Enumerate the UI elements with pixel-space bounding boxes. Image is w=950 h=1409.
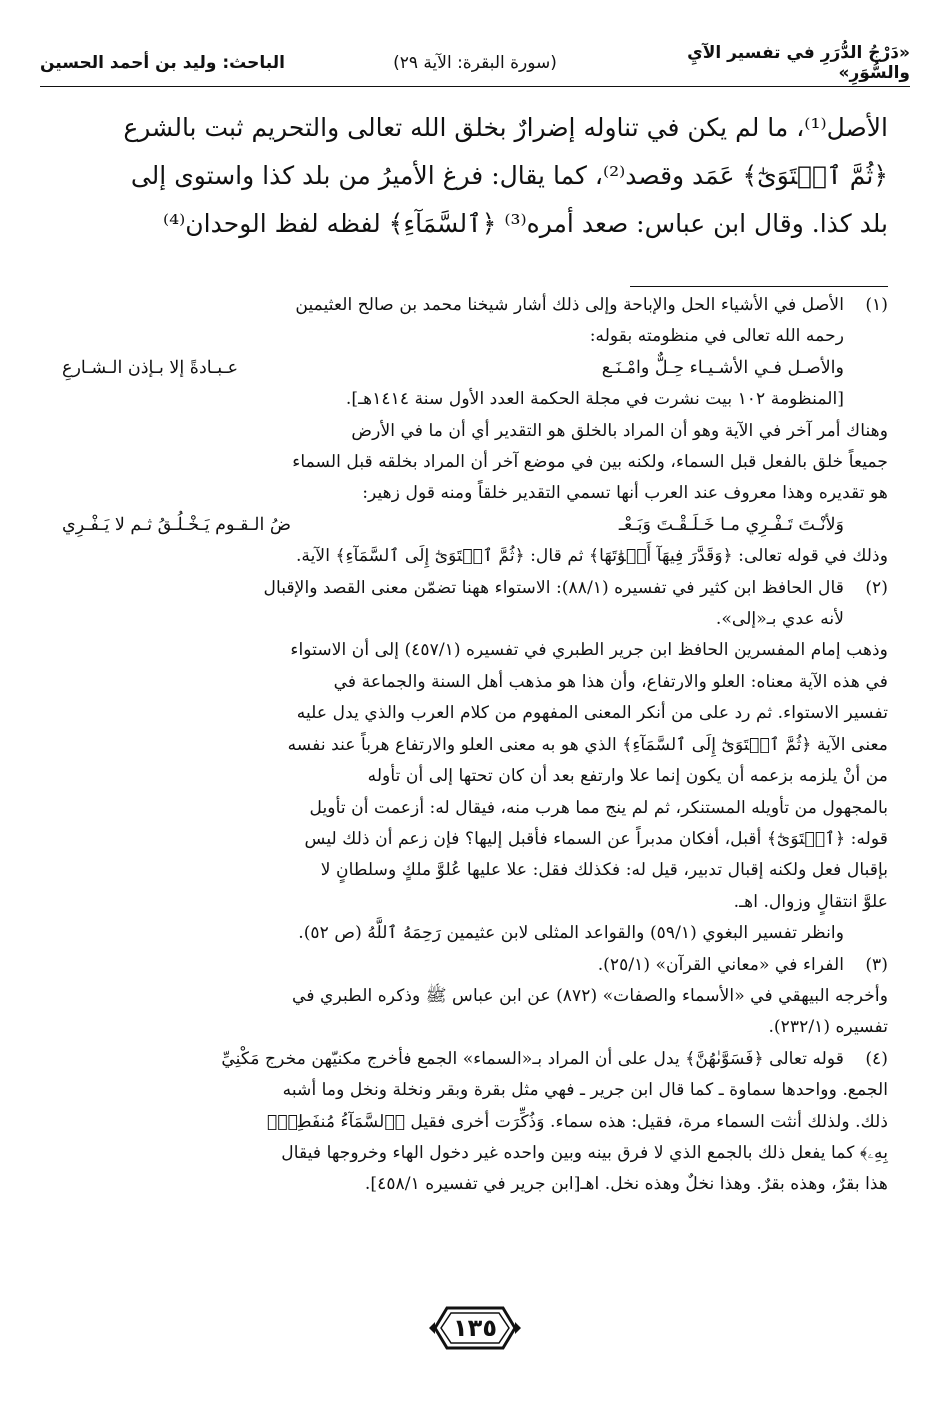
footnote-line: رحمه الله تعالى في منظومته بقوله: [589,326,844,347]
footnote-separator [630,286,888,287]
surah-reference: (سورة البقرة: الآية ٢٩) [393,53,557,73]
footnote-3 [62,950,888,981]
footnote-4 [62,1044,888,1075]
verse-second-hemistich: عـبـادةً إلا بـإذن الـشـارعِ [62,357,239,378]
footnote-line: بالمجهول من تأويله المستنكر، ثم لم ينج مما هرب منه، فيقال له: أزعمت أن تأويل [309,797,888,818]
poetry-verse [62,510,888,541]
footnote-line: تفسير الاستواء. ثم رد على من أنكر المعنى المفهوم من كلام العرب والذي يدل عليه [296,703,888,724]
footnote-line: الجمع. وواحدها سماوة ـ كما قال ابن جرير ـ فهي مثل بقرة وبقر ونخلة ونخل وما أشبه [282,1080,888,1101]
footnotes [62,290,888,1201]
footnote-line: الفراء في «معاني القرآن» (٢٥/١). [597,954,844,975]
verse-first-hemistich: والأصـل فـي الأشـيـاء حِـلٌّ وامْـنَـع [601,357,844,378]
page-number: ١٣٥ [453,1314,497,1342]
footnote-line: وأخرجه البيهقي في «الأسماء والصفات» (٨٧٢) عن ابن عباس ﷺ وذكره الطبري في [292,985,888,1006]
footnote-number: (٢) [865,577,888,598]
footnote-line: هو تقديره وهذا معروف عند العرب أنها تسمي التقدير خلقاً ومنه قول زهير: [362,483,888,504]
main-text [60,104,888,248]
footnote-line: بإقبال فعل ولكنه إقبال تدبير، قيل له: فكذلك فقل: علا عليها عُلوَّ ملكٍ وسلطانٍ لا [320,860,888,881]
footnote-line: قال الحافظ ابن كثير في تفسيره (٨٨/١): الاستواء ههنا تضمّن معنى القصد والإقبال [263,577,844,598]
footnote-1 [62,290,888,416]
footnote-line: معنى الآية ﴿ثُمَّ ٱسۡتَوَىٰٓ إِلَى ٱلسَّمَآءِ﴾ الذي هو به معنى العلو والارتفاع هرباً عند نفسه [287,734,888,755]
book-title: «دَرْجُ الدُّرَرِ في تفسير الآيِ والسُّوَرِ» [687,43,910,83]
footnote-line: تفسيره (٢٣٢/١). [768,1017,888,1038]
footnote-line: الأصل في الأشياء الحل والإباحة وإلى ذلك أشار شيخنا محمد بن صالح العثيمين [295,295,844,315]
footnote-line: وذلك في قوله تعالى: ﴿وَقَدَّرَ فِيهَآ أَقۡوَٰتَهَا﴾ ثم قال: ﴿ثُمَّ ٱسۡتَوَىٰٓ إِلَى ٱلسَّمَآءِ﴾ الآية. [295,546,888,567]
footnote-number: (٤) [865,1048,888,1069]
header-divider [40,86,910,87]
footnote-2 [62,573,888,636]
footnote-number: (٣) [865,954,888,975]
footnote-line: علوَّ انتقالٍ وزوال. اهـ. [733,891,888,912]
running-header [40,44,910,82]
verse-second-hemistich: ضُ الـقـوم يَـخْـلُـقُ ثـم لا يَـفْـرِي [62,514,292,535]
footnote-line: من أنْ يلزمه بزعمه أن يكون إنما علا وارتفع بعد أن كان تحتها إلى أن تأوله [367,766,888,787]
footnote-line: بِهِۦ﴾ كما يفعل ذلك بالجمع الذي لا فرق بينه وبين واحده غير دخول الهاء وخروجها فيقال [281,1142,888,1163]
footnote-number: (١) [865,295,888,315]
footnote-line: قوله: ﴿ٱسۡتَوَىٰٓ﴾ أقبل، أفكان مدبراً عن السماء فأقبل إليها؟ فإن زعم أن ذلك ليس [304,828,888,849]
footnote-line: قوله تعالى ﴿فَسَوَّىٰهُنَّ﴾ يدل على أن المراد بـ«السماء» الجمع فأخرج مكنيّهن مخرج مَكْنِيِّ [221,1048,844,1069]
page-number-ornament [427,1300,523,1356]
footnote-line: في هذه الآية معناه: العلو والارتفاع، وأن هذا هو مذهب أهل السنة والجماعة في [333,671,888,692]
main-line: بلد كذا. وقال ابن عباس: صعد أمره⁽³⁾ ﴿ٱلسَّمَآءِ﴾ لفظه لفظ الوحدان⁽⁴⁾ [163,209,888,238]
footnote-line: لأنه عدي بـ«إلى». [715,609,844,630]
editor-name: الباحث: وليد بن أحمد الحسين [40,53,285,73]
footnote-line: وانظر تفسير البغوي (٥٩/١) والقواعد المثلى لابن عثيمين رَحِمَهُ ٱللَّهُ (ص ٥٢). [298,923,844,944]
verse-first-hemistich: وَلأنْـتَ تَـفْـرِي مـا خَـلَـقْـتَ وَبَـعْـ [618,514,844,535]
footnote-line: جميعاً خلق بالفعل قبل السماء، ولكنه بين في موضع آخر أن المراد بخلقه قبل السماء [292,452,888,473]
footnote-line: وهناك أمر آخر في الآية وهو أن المراد بالخلق هو التقدير أي أن ما في الأرض [351,420,888,441]
main-line: الأصل⁽¹⁾، ما لم يكن في تناوله إضرارٌ بخلق الله تعالى والتحريم ثبت بالشرع [123,113,888,142]
footnote-line: [المنظومة ١٠٢ بيت نشرت في مجلة الحكمة العدد الأول سنة ١٤١٤هـ]. [345,389,844,410]
poetry-verse [62,353,844,384]
footnote-line: ذلك. ولذلك أنثت السماء مرة، فقيل: هذه سماء. وَذُكِّرَت أخرى فقيل ﴿ٱلسَّمَآءُ مُنفَطِرُۢ [266,1111,888,1132]
main-line: ﴿ثُمَّ ٱسۡتَوَىٰٓ﴾ عَمَد وقصد⁽²⁾، كما يقال: فرغ الأميرُ من بلد كذا واستوى إلى [130,161,888,190]
footnote-line: هذا بقرٌ، وهذه بقرٌ. وهذا نخلٌ وهذه نخل. اهـ[ابن جرير في تفسيره ٤٥٨/١]. [364,1174,888,1195]
footnote-line: وذهب إمام المفسرين الحافظ ابن جرير الطبري في تفسيره (٤٥٧/١) إلى أن الاستواء [290,640,888,661]
